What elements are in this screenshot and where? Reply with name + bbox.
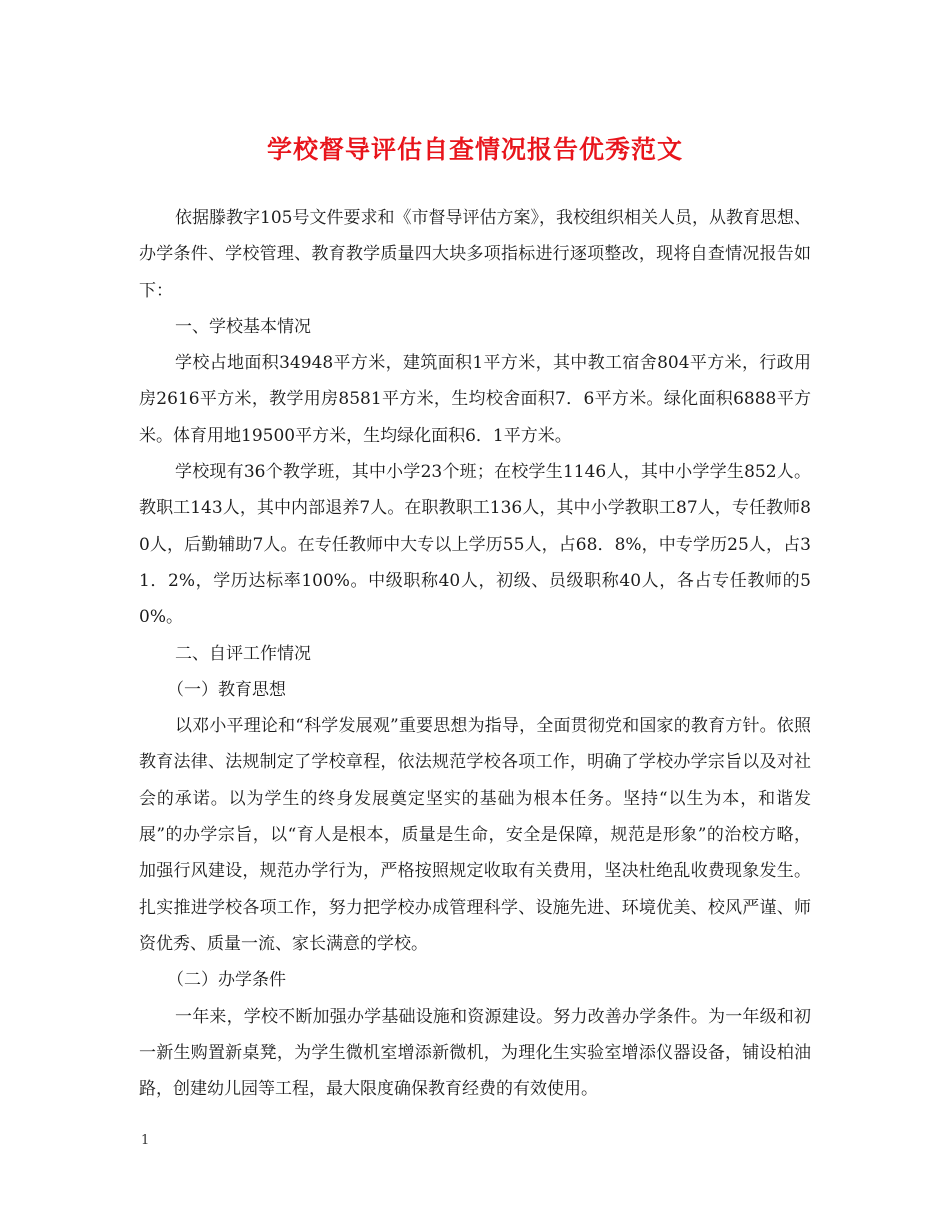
paragraph-area-stats: 学校占地面积34948平方米，建筑面积1平方米，其中教工宿舍804平方米，行政用房2616平方米，教学用房8581平方米，生均校舍面积7．6平方米。绿化面积6888平方米。体育用地19500平方米，生均绿化面积6．1平方米。 (139, 353, 811, 446)
paragraph-education-thought: 以邓小平理论和“科学发展观”重要思想为指导，全面贯彻党和国家的教育方针。依照教育法律、法规制定了学校章程，依法规范学校各项工作，明确了学校办学宗旨以及对社会的承诺。以为学生的终身发展奠定坚实的基础为根本任务。坚持“以生为本，和谐发展”的办学宗旨，以“育人是根本，质量是生命，安全是保障，规范是形象”的治校方略，加强行风建设，规范办学行为，严格按照规定收取有关费用，坚决杜绝乱收费现象发生。扎实推进学校各项工作，努力把学校办成管理科学、设施先进、环境优美、校风严谨、师资优秀、质量一流、家长满意的学校。 (139, 716, 811, 954)
section-heading-basic-info: 一、学校基本情况 (175, 316, 311, 337)
section-heading-self-evaluation: 二、自评工作情况 (175, 643, 311, 664)
document-body (139, 200, 811, 1107)
page-number: 1 (141, 1133, 150, 1148)
document-title: 学校督导评估自查情况报告优秀范文 (266, 135, 683, 164)
paragraph-staff-stats: 学校现有36个教学班，其中小学23个班；在校学生1146人，其中小学学生852人。教职工143人，其中内部退养7人。在职教职工136人，其中小学教职工87人，专任教师80人，后勤辅助7人。在专任教师中大专以上学历55人，占68．8%，中专学历25人，占31．2%，学历达标率100%。中级职称40人，初级、员级职称40人，各占专任教师的50%。 (139, 462, 811, 628)
paragraph-school-conditions: 一年来，学校不断加强办学基础设施和资源建设。努力改善办学条件。为一年级和初一新生购置新桌凳，为学生微机室增添新微机，为理化生实验室增添仪器设备，铺设柏油路，创建幼儿园等工程，最大限度确保教育经费的有效使用。 (139, 1006, 811, 1100)
subsection-heading-school-conditions: （二）办学条件 (167, 970, 286, 991)
subsection-heading-education-thought: （一）教育思想 (167, 679, 286, 700)
intro-paragraph: 依据滕教字105号文件要求和《市督导评估方案》，我校组织相关人员，从教育思想、办学条件、学校管理、教育教学质量四大块多项指标进行逐项整改，现将自查情况报告如下： (139, 208, 811, 301)
